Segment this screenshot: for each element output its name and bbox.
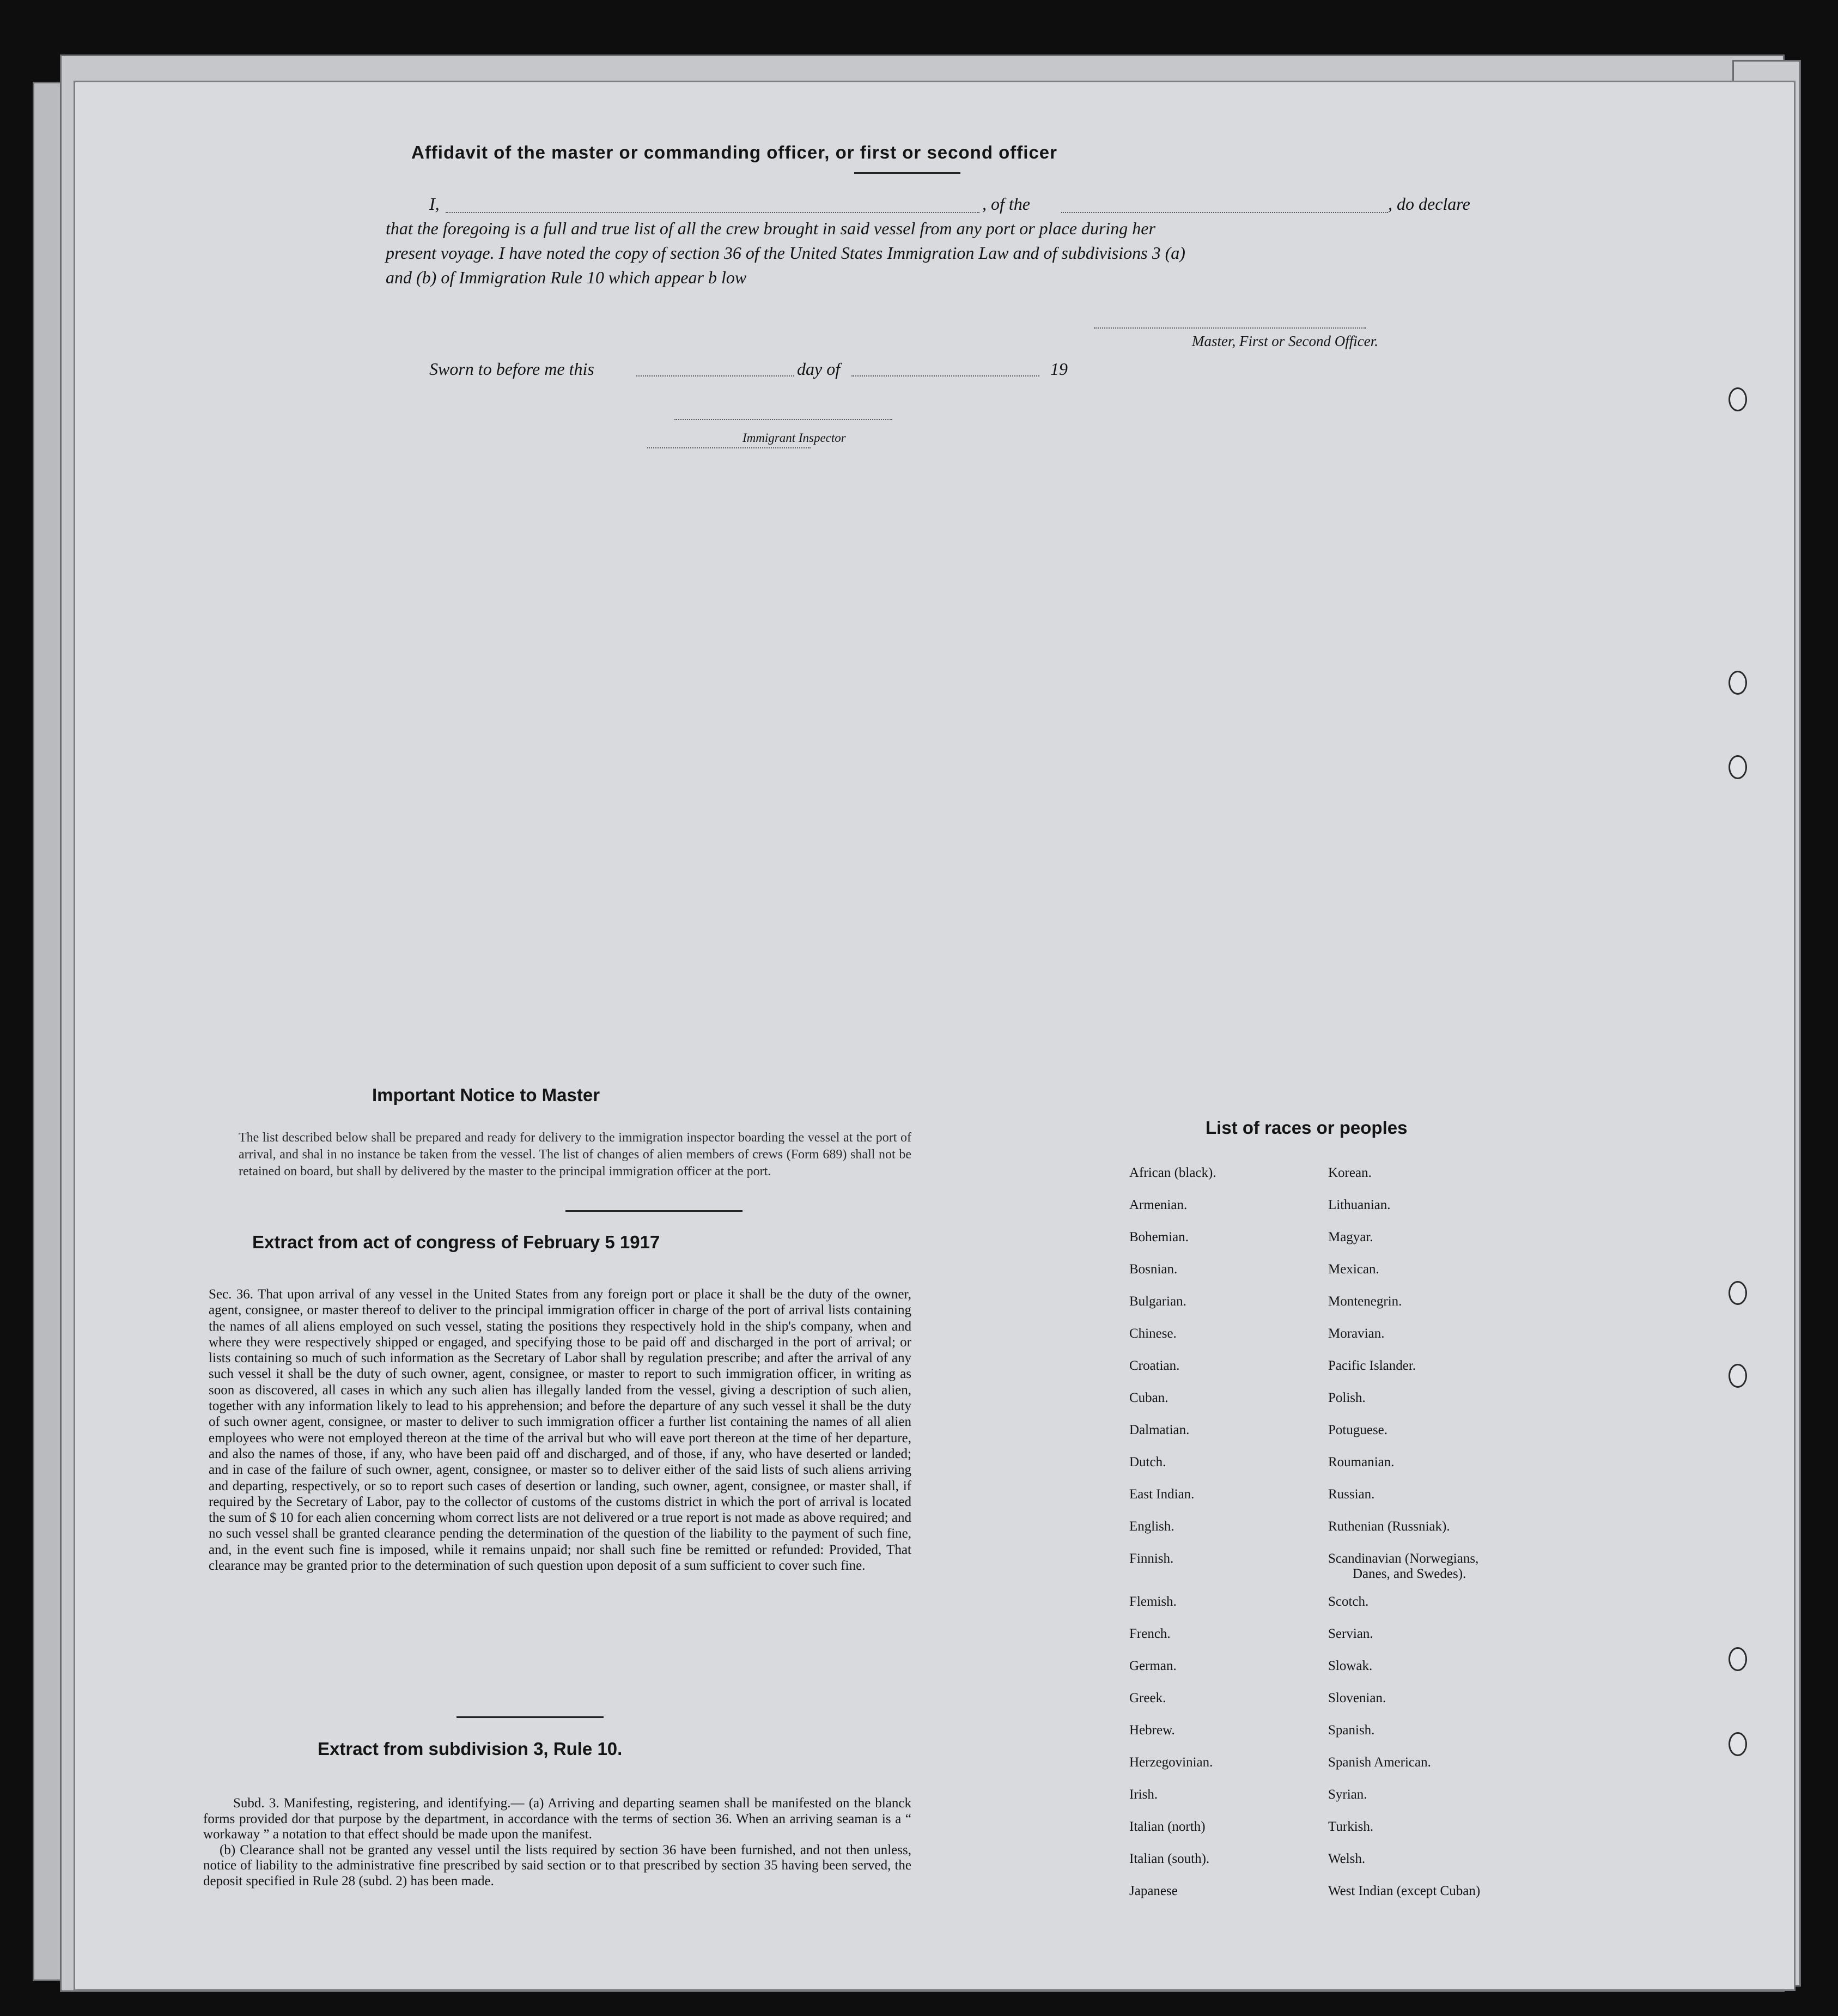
- race-item: Italian (south).: [1129, 1851, 1210, 1866]
- race-item: Japanese: [1129, 1884, 1178, 1898]
- punch-hole-icon: [1729, 1732, 1747, 1756]
- document-page: [74, 81, 1796, 1991]
- race-item: Dalmatian.: [1129, 1423, 1190, 1437]
- race-item: Scotch.: [1328, 1594, 1369, 1609]
- race-item: Croatian.: [1129, 1358, 1180, 1373]
- affidavit-i: I,: [429, 194, 440, 214]
- sworn-prefix: Sworn to before me this: [429, 359, 594, 379]
- race-item: Ruthenian (Russniak).: [1328, 1519, 1450, 1534]
- race-item: Dutch.: [1129, 1455, 1166, 1470]
- race-item: West Indian (except Cuban): [1328, 1884, 1481, 1898]
- race-item: Mexican.: [1328, 1262, 1379, 1277]
- name-blank[interactable]: [446, 212, 979, 213]
- race-item: Herzegovinian.: [1129, 1755, 1213, 1770]
- inspector-signature-line-2[interactable]: [647, 447, 811, 448]
- rule-paragraph-b: (b) Clearance shall not be granted any vessel until the lists required by section 36 have been furnished, and not then unless, notice of liability to the administrative fine prescribed by said section or to that prescribed by section 35 having been served, the deposit specified in Rule 28 (subd. 2) has been made.: [203, 1842, 911, 1889]
- punch-hole-icon: [1729, 1281, 1747, 1305]
- race-item: Scandinavian (Norwegians,: [1328, 1551, 1479, 1566]
- punch-hole-icon: [1729, 671, 1747, 695]
- race-item: Irish.: [1129, 1787, 1158, 1802]
- race-item: Bohemian.: [1129, 1230, 1189, 1244]
- affidavit-line-3: present voyage. I have noted the copy of section 36 of the United States Immigration Law and of subdivisions 3 (a): [386, 243, 1185, 263]
- race-item: Spanish.: [1328, 1723, 1375, 1738]
- race-item: Montenegrin.: [1328, 1294, 1402, 1309]
- act-title: Extract from act of congress of February 5 1917: [252, 1232, 660, 1252]
- inspector-label: Immigrant Inspector: [742, 431, 846, 445]
- race-item: African (black).: [1129, 1165, 1216, 1180]
- race-item: English.: [1129, 1519, 1174, 1534]
- affidavit-rule: [854, 172, 960, 174]
- affidavit-declare: , do declare: [1388, 194, 1470, 214]
- race-item: Korean.: [1328, 1165, 1372, 1180]
- race-item: Bulgarian.: [1129, 1294, 1186, 1309]
- race-item: Welsh.: [1328, 1851, 1366, 1866]
- notice-title: Important Notice to Master: [372, 1085, 600, 1105]
- race-item: Italian (north): [1129, 1819, 1206, 1834]
- race-item: Roumanian.: [1328, 1455, 1395, 1470]
- act-rule: [457, 1716, 604, 1718]
- notice-text: The list described below shall be prepared and ready for delivery to the immigration inspector boarding the vessel at the port of arrival, and shal in no instance be taken from the vessel. The list of changes of alien members of crews (Form 689) shall not be retained on board, but shall by delivered by the master to the principal immigration officer at the port.: [239, 1131, 911, 1179]
- sworn-day-of: day of: [797, 359, 841, 379]
- race-item: Syrian.: [1328, 1787, 1367, 1802]
- race-item: Russian.: [1328, 1487, 1375, 1502]
- race-item: Pacific Islander.: [1328, 1358, 1416, 1373]
- race-item: Turkish.: [1328, 1819, 1374, 1834]
- rule-text: [203, 1796, 911, 1889]
- act-text: Sec. 36. That upon arrival of any vessel in the United States from any foreign port or place it shall be the duty of the owner, agent, consignee, or master thereof to deliver to the principal immigration officer in charge of the port of arrival lists containing the names of all aliens employed on such vessel, stating the positions they respectively hold in the ship's company, when and where they were respectively shipped or engaged, and specifying those to be paid off and discharged in the port of arrival; or lists containing so much of such information as the Secretary of Labor shall by regulation prescribe; and after the arrival of any such vessel it shall be the duty of such owner, agent, consignee, or master to report to such immigration officer, in writing as soon as discovered, all cases in which any such alien has illegally landed from the vessel, giving a description of such alien, together with any information likely to lead to his apprehension; and before the departure of any such vessel it shall be the duty of such owner agent, consignee, or master to deliver to such immigration officer a further list containing the names of all alien employees who were not employed thereon at the time of the arrival but who will eave port thereon at the time of her departure, and also the names of those, if any, who have been paid off and discharged, and of those, if any, who have deserted or landed; and in case of the failure of such owner, agent, consignee, or master so to deliver either of the said lists of such aliens arriving and departing, respectively, or so to report such cases of desertion or landing, such owner, agent, consignee, or master shall, if required by the Secretary of Labor, pay to the collector of customs of the customs district in which the port of arrival is located the sum of $ 10 for each alien concerning whom correct lists are not delivered or a true report is not made as above required; and no such vessel shall be granted clearance pending the determination of the question of the liability to the payment of such fine, and, in the event such fine is imposed, while it remains unpaid; nor shall such fine be remitted or refunded: Provided, That clearance may be granted prior to the determination of such question upon deposit of a sum sufficient to cover such fine.: [209, 1287, 911, 1574]
- race-item: Servian.: [1328, 1626, 1373, 1641]
- race-item: French.: [1129, 1626, 1171, 1641]
- sworn-day-blank[interactable]: [636, 375, 794, 377]
- race-item: Cuban.: [1129, 1390, 1168, 1405]
- races-title: List of races or peoples: [1206, 1118, 1408, 1138]
- punch-hole-icon: [1729, 755, 1747, 779]
- race-item: Moravian.: [1328, 1326, 1385, 1341]
- rule-title: Extract from subdivision 3, Rule 10.: [318, 1739, 623, 1759]
- sworn-year: 19: [1050, 359, 1068, 379]
- affidavit-line-4: and (b) of Immigration Rule 10 which appear b low: [386, 268, 747, 287]
- race-item: Magyar.: [1328, 1230, 1373, 1244]
- race-item: Bosnian.: [1129, 1262, 1178, 1277]
- race-item: Slovenian.: [1328, 1691, 1386, 1705]
- race-item: Slowak.: [1328, 1659, 1373, 1673]
- affidavit-title: Affidavit of the master or commanding officer, or first or second officer: [411, 142, 1057, 162]
- race-item: Potuguese.: [1328, 1423, 1388, 1437]
- affidavit-line-1: [429, 194, 440, 214]
- punch-hole-icon: [1729, 387, 1747, 411]
- race-item-continued: Danes, and Swedes).: [1353, 1566, 1466, 1581]
- race-item: Armenian.: [1129, 1198, 1188, 1212]
- race-item: Polish.: [1328, 1390, 1366, 1405]
- punch-hole-icon: [1729, 1647, 1747, 1671]
- sworn-month-blank[interactable]: [851, 375, 1039, 377]
- signature-line[interactable]: [1094, 327, 1366, 329]
- race-item: East Indian.: [1129, 1487, 1195, 1502]
- race-item: Flemish.: [1129, 1594, 1177, 1609]
- vessel-blank[interactable]: [1061, 212, 1388, 213]
- race-item: Greek.: [1129, 1691, 1166, 1705]
- race-item: Chinese.: [1129, 1326, 1177, 1341]
- notice-rule: [565, 1210, 742, 1212]
- affidavit-line-2: that the foregoing is a full and true list of all the crew brought in said vessel from any port or place during her: [386, 218, 1155, 238]
- punch-hole-icon: [1729, 1364, 1747, 1388]
- inspector-signature-line[interactable]: [674, 419, 892, 420]
- race-item: Hebrew.: [1129, 1723, 1175, 1738]
- race-item: German.: [1129, 1659, 1177, 1673]
- race-item: Finnish.: [1129, 1551, 1174, 1566]
- rule-paragraph-a: Subd. 3. Manifesting, registering, and identifying.— (a) Arriving and departing seamen shall be manifested on the blanck forms provided dor that purpose by the department, in accordance with the terms of section 36. When an arriving seaman is a “ workaway ” a notation to that effect should be made upon the manifest.: [203, 1796, 911, 1842]
- race-item: Spanish American.: [1328, 1755, 1431, 1770]
- affidavit-of-the: , of the: [982, 194, 1030, 214]
- race-item: Lithuanian.: [1328, 1198, 1391, 1212]
- signature-label: Master, First or Second Officer.: [1192, 333, 1378, 349]
